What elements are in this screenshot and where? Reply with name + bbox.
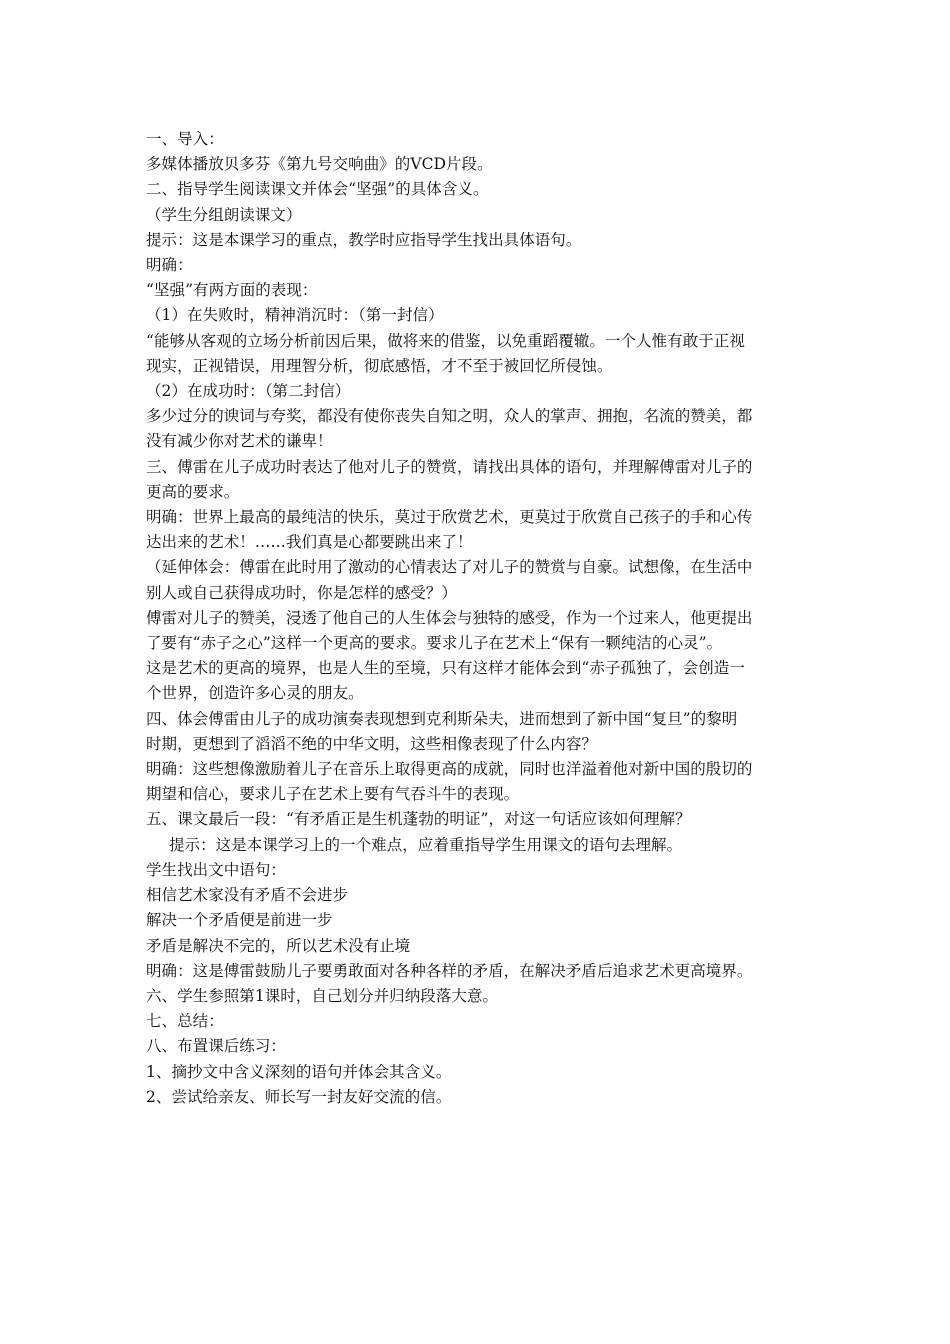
- text-line: 个世界，创造许多心灵的朋友。: [146, 684, 364, 703]
- text-line: 这是艺术的更高的境界，也是人生的至境，只有这样才能体会到“赤子孤独了，会创造一: [146, 659, 745, 678]
- section-heading: 四、体会傅雷由儿子的成功演奏表现想到克利斯朵夫，进而想到了新中国“复旦”的黎明: [146, 709, 738, 728]
- section-heading: 二、指导学生阅读课文并体会“坚强”的具体含义。: [146, 180, 489, 199]
- text-line: 别人或自己获得成功时，你是怎样的感受？）: [146, 583, 458, 602]
- text-line: 多媒体播放贝多芬《第九号交响曲》的VCD片段。: [146, 155, 493, 174]
- section-heading: 八、布置课后练习：: [146, 1037, 286, 1056]
- section-heading: 六、学生参照第1课时，自己划分并归纳段落大意。: [146, 986, 499, 1005]
- text-line: （2）在成功时：（第二封信）: [146, 382, 351, 401]
- section-heading: 七、总结：: [146, 1012, 224, 1031]
- text-line: 多少过分的谀词与夸奖，都没有使你丧失自知之明，众人的掌声、拥抱，名流的赞美，都: [146, 407, 753, 426]
- lesson-text: [146, 127, 806, 1110]
- text-line: 明确：世界上最高的最纯洁的快乐，莫过于欣赏艺术，更莫过于欣赏自己孩子的手和心传: [146, 508, 753, 527]
- text-line: （延伸体会：傅雷在此时用了激动的心情表达了对儿子的赞赏与自豪。试想像，在生活中: [146, 558, 753, 577]
- exercise-item: 2、尝试给亲友、师长写一封友好交流的信。: [146, 1087, 452, 1106]
- text-line: 明确：: [146, 256, 193, 275]
- text-line: 没有减少你对艺术的谦卑！: [146, 432, 333, 451]
- text-line: （学生分组朗读课文）: [146, 205, 302, 224]
- text-line: 提示：这是本课学习上的一个难点，应着重指导学生用课文的语句去理解。: [169, 835, 683, 854]
- text-line: 学生找出文中语句：: [146, 860, 286, 879]
- text-line: 更高的要求。: [146, 482, 240, 501]
- section-intro-heading: 一、导入：: [146, 130, 224, 148]
- text-line: 期望和信心，要求儿子在艺术上要有气吞斗牛的表现。: [146, 785, 520, 804]
- text-line: 了要有“赤子之心”这样一个更高的要求。要求儿子在艺术上“保有一颗纯洁的心灵”。: [146, 634, 723, 653]
- quote-line: 相信艺术家没有矛盾不会进步: [146, 886, 349, 905]
- section-heading: 五、课文最后一段：“有矛盾正是生机蓬勃的明证”，对这一句话应该如何理解？: [146, 810, 691, 829]
- text-line: 明确：这是傅雷鼓励儿子要勇敢面对各种各样的矛盾，在解决矛盾后追求艺术更高境界。: [146, 961, 753, 980]
- quote-line: 矛盾是解决不完的，所以艺术没有止境: [146, 936, 411, 955]
- text-line: 现实，正视错误，用理智分析，彻底感悟，才不至于被回忆所侵蚀。: [146, 356, 613, 375]
- text-line: 明确：这些想像激励着儿子在音乐上取得更高的成就，同时也洋溢着他对新中国的殷切的: [146, 760, 753, 779]
- text-line: 达出来的艺术！……我们真是心都要跳出来了！: [146, 533, 473, 552]
- text-line: 时期，更想到了滔滔不绝的中华文明，这些相像表现了什么内容？: [146, 734, 597, 753]
- text-line: 提示：这是本课学习的重点，教学时应指导学生找出具体语句。: [146, 230, 582, 249]
- text-line: 傅雷对儿子的赞美，浸透了他自己的人生体会与独特的感受，作为一个过来人，他更提出: [146, 608, 753, 627]
- section-heading: 三、傅雷在儿子成功时表达了他对儿子的赞赏，请找出具体的语句，并理解傅雷对儿子的: [146, 457, 753, 476]
- exercise-item: 1、摘抄文中含义深刻的语句并体会其含义。: [146, 1062, 452, 1081]
- text-line: （1）在失败时，精神消沉时：（第一封信）: [146, 306, 444, 325]
- text-line: “能够从客观的立场分析前因后果，做将来的借鉴，以免重蹈覆辙。一个人惟有敢于正视: [146, 331, 745, 350]
- text-line: “坚强”有两方面的表现：: [146, 281, 318, 300]
- quote-line: 解决一个矛盾便是前进一步: [146, 911, 333, 930]
